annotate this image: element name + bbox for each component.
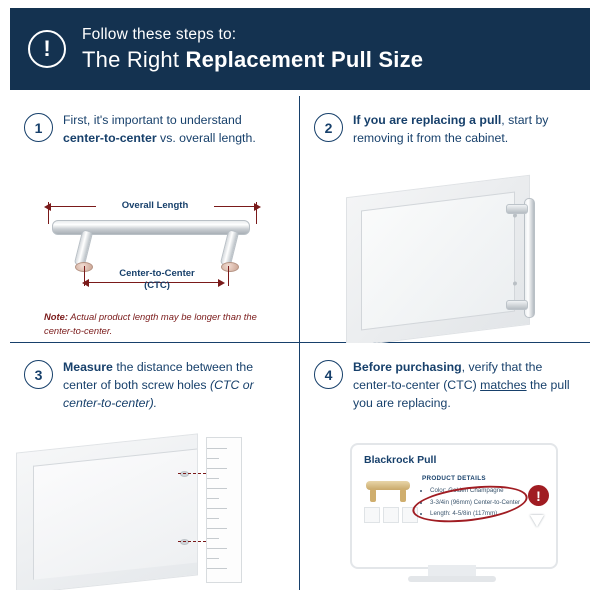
ctc-arrow-right [218, 279, 225, 287]
product-title: Blackrock Pull [364, 454, 437, 466]
ruler-tick [207, 518, 219, 519]
product-pull-post-right [400, 489, 406, 502]
note-text: Actual product length may be longer than the center-to-center. [44, 311, 257, 336]
step-4-illustration [300, 433, 590, 590]
step-2-text [353, 112, 558, 148]
product-details-heading: PRODUCT DETAILS [422, 475, 486, 482]
note-label: Note: [44, 311, 68, 322]
header-banner [10, 8, 590, 90]
step-3-head [10, 343, 299, 412]
step-panel-2 [300, 96, 590, 343]
ctc-tick-right [228, 266, 229, 286]
step-2-text-rest: , start by removing it from the cabinet. [353, 113, 549, 145]
exclamation-icon: ! [28, 30, 66, 68]
step-2-illustration [300, 172, 590, 343]
step-3-text [63, 359, 268, 412]
step-3-illustration [10, 427, 300, 590]
step-4-text-bold: Before purchasing [353, 360, 462, 374]
step-1-diagram [10, 182, 300, 343]
step-panel-4 [300, 343, 590, 590]
step-4-head [300, 343, 590, 412]
step-1-text-bold: center-to-center [63, 130, 157, 145]
step-3-text-bold: Measure [63, 360, 113, 374]
step-4-text-underline: matches [480, 377, 527, 392]
monitor-graphic [350, 443, 558, 569]
step-2-text-bold: If you are replacing a pull [353, 113, 502, 127]
header-text [82, 26, 423, 73]
ctc-tick-left [84, 266, 85, 286]
cabinet-door-graphic [346, 175, 530, 343]
list-item: • Length: 4-5/8in (117mm) [430, 509, 520, 519]
header-subtitle: Follow these steps to: [82, 25, 237, 43]
thumbnail[interactable] [364, 507, 380, 523]
step-panel-3 [10, 343, 300, 590]
product-pull-image [366, 481, 410, 490]
cursor-icon [530, 515, 544, 527]
header-title-plain: The Right [82, 46, 186, 72]
step-2-head [300, 96, 590, 148]
ruler-tick [207, 548, 227, 549]
ruler-tick [207, 538, 219, 539]
header-title-bold: Replacement Pull Size [185, 46, 424, 72]
screw-hole-top [180, 471, 189, 477]
ruler-tick [207, 528, 227, 529]
ctc-label-line2: (CTC) [144, 280, 170, 291]
step-4-number: 4 [314, 360, 343, 389]
step-panel-1 [10, 96, 300, 343]
monitor-base [408, 576, 496, 582]
thumbnail[interactable] [383, 507, 399, 523]
pull-foot-right [221, 262, 239, 272]
ruler-tick [207, 498, 219, 499]
product-pull-post-left [370, 489, 376, 502]
ruler-tick [207, 478, 219, 479]
ruler-tick [207, 468, 227, 469]
step-1-note [44, 310, 259, 337]
ruler-graphic [206, 437, 242, 583]
steps-grid [10, 96, 590, 590]
ruler-tick [207, 488, 227, 489]
overall-tick-right [256, 202, 257, 224]
list-item: • 3-3/4in (96mm) Center-to-Center [430, 498, 520, 508]
cabinet-door-inner [361, 192, 515, 331]
step-2-number: 2 [314, 113, 343, 142]
overall-length-label: Overall Length [96, 200, 214, 211]
step-1-head [10, 96, 299, 148]
step-4-text [353, 359, 571, 412]
ruler-tick [207, 508, 227, 509]
door-graphic [16, 433, 198, 590]
removed-pull-post-bottom [506, 300, 528, 310]
ruler-tick [207, 568, 227, 569]
ruler-tick [207, 558, 219, 559]
step-3-text-mid: the distance between the center of both screw holes [63, 360, 254, 392]
door-inner [33, 449, 197, 580]
step-3-number: 3 [24, 360, 53, 389]
step-1-number: 1 [24, 113, 53, 142]
ruler-tick [207, 448, 227, 449]
screw-hole-bottom [180, 539, 189, 545]
exclamation-icon: ! [528, 485, 549, 506]
step-1-text-c: vs. overall length. [156, 130, 256, 145]
step-1-text [63, 112, 268, 148]
step-3-text-italic: (CTC or center-to-center). [63, 377, 254, 410]
overall-tick-left [48, 202, 49, 224]
ruler-tick [207, 458, 219, 459]
step-4-text-end: the pull you are replacing. [353, 377, 570, 410]
product-thumbnails[interactable] [364, 507, 418, 523]
removed-pull-post-top [506, 204, 528, 214]
step-1-text-a: First, it's important to understand [63, 113, 242, 127]
step-4-text-mid: , verify that the center-to-center (CTC) [353, 360, 543, 392]
list-item: • Color: Golden Champagne [430, 486, 520, 496]
screw-hole-lower [513, 281, 517, 285]
header-title [82, 47, 423, 73]
ctc-label-line1: Center-to-Center [98, 268, 216, 279]
